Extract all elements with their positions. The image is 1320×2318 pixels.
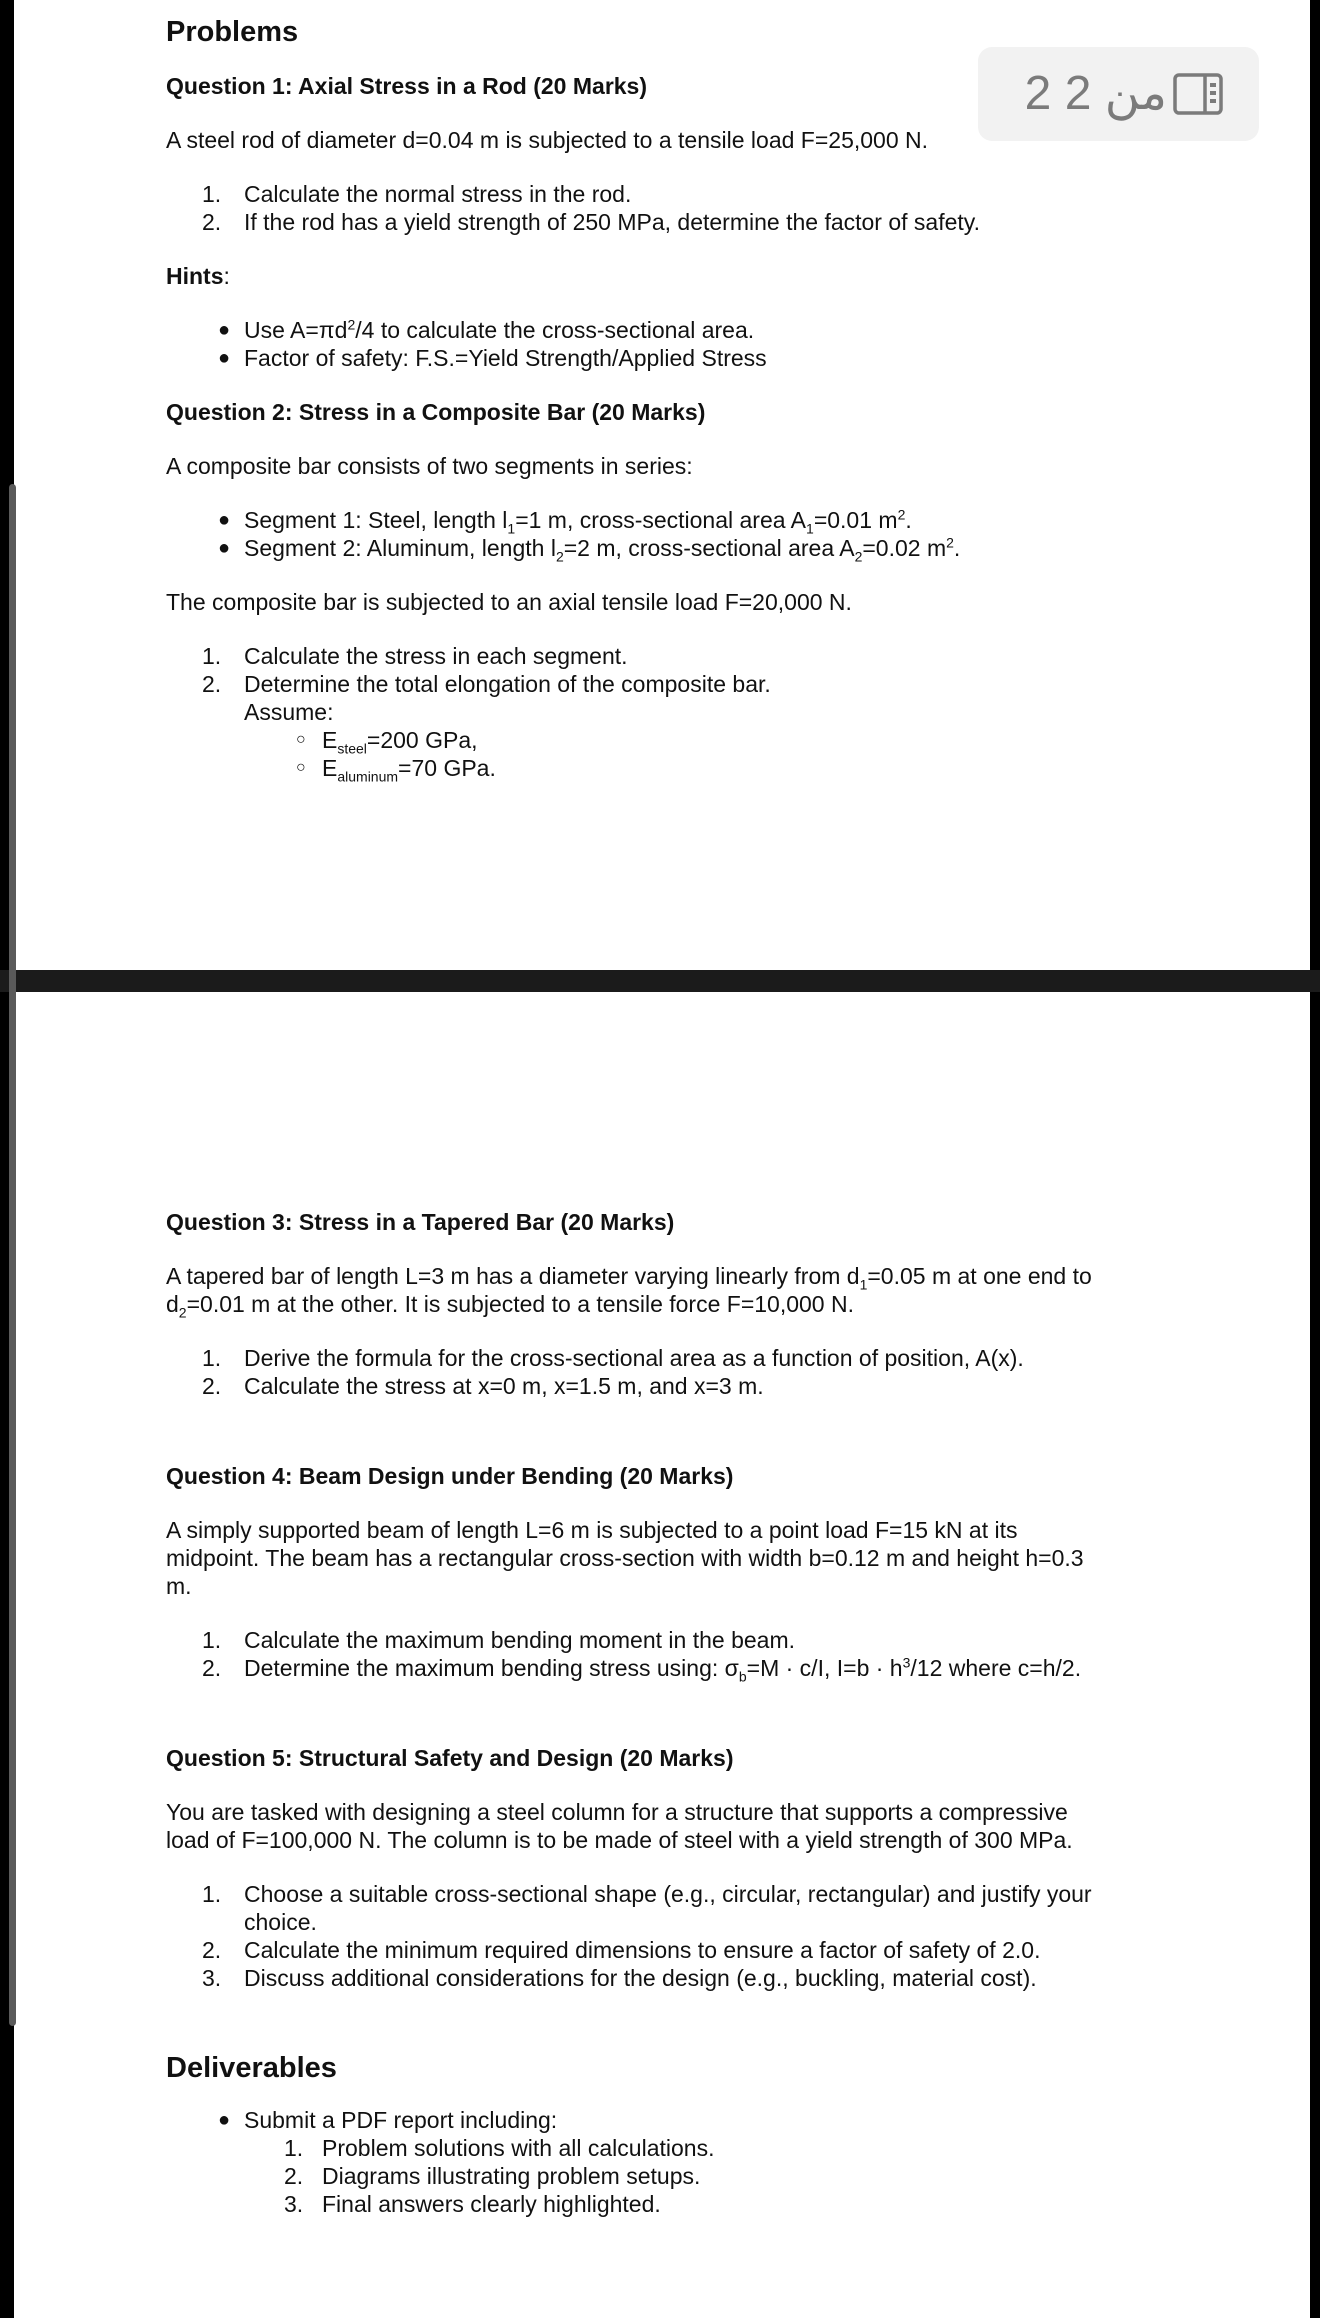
q4-intro: A simply supported beam of length L=6 m is subjected to a point load F=15 kN at its midpoint. The beam has a rectangular cross-section with width b=0.12 m and height h=0.3 m.: [166, 1517, 1084, 1599]
list-item: 1. Problem solutions with all calculations.: [284, 2135, 715, 2161]
list-item: ● Use $A=\pi d^2/4$ to calculate the cross-sectional area.: [218, 316, 755, 343]
q2-segments: [166, 506, 1176, 565]
q2-list: [166, 642, 1176, 785]
list-item: 3. Discuss additional considerations for the design (e.g., buckling, material cost).: [202, 1965, 1037, 1991]
list-item: 1. Calculate the stress in each segment.: [202, 643, 628, 669]
page-2-content: [166, 1208, 1176, 2218]
q2-title: Question 2: Stress in a Composite Bar (20 Marks): [166, 399, 706, 425]
q5-intro: You are tasked with designing a steel column for a structure that supports a compressive load of F=100,000 N. The column is to be made of steel with a yield strength of 300 MPa.: [166, 1799, 1073, 1853]
problems-heading: Problems: [166, 16, 299, 48]
list-item: ● Factor of safety: F.S.=Yield Strength/Applied Stress: [218, 345, 767, 371]
hints-list: [166, 316, 1176, 372]
document-page-2: [14, 992, 1310, 2318]
list-item: ○ $E_{aluminum}=70$ GPa.: [296, 755, 496, 785]
q5-list: [166, 1880, 1176, 1992]
list-item: 3. Final answers clearly highlighted.: [284, 2191, 661, 2217]
page-1-content: [166, 14, 1176, 785]
q4-title: Question 4: Beam Design under Bending (20 Marks): [166, 1463, 734, 1489]
q5-title: Question 5: Structural Safety and Design (20 Marks): [166, 1745, 734, 1771]
hints-label: Hints:: [166, 263, 230, 289]
list-item: 2. Calculate the stress at x=0 m, x=1.5 m, and x=3 m.: [202, 1373, 764, 1399]
q1-title: Question 1: Axial Stress in a Rod (20 Marks): [166, 73, 648, 99]
assume-label: Assume:: [244, 699, 334, 725]
list-item: 2. Determine the maximum bending stress using: $\sigma_b=M \cdot c/I$, $I=b \cdot h^3/12$ where c=h/2.: [202, 1654, 1082, 1685]
q1-list: [166, 180, 1176, 236]
q1-intro: A steel rod of diameter d=0.04 m is subjected to a tensile load F=25,000 N.: [166, 127, 929, 153]
deliverables-heading: Deliverables: [166, 2052, 337, 2084]
list-item: 1. Derive the formula for the cross-sectional area as a function of position, A(x).: [202, 1345, 1024, 1371]
page-indicator-text: 2 من 2: [1024, 67, 1167, 120]
q2-load: The composite bar is subjected to an axial tensile load F=20,000 N.: [166, 589, 852, 615]
list-item: 2. Diagrams illustrating problem setups.: [284, 2163, 701, 2189]
q3-title: Question 3: Stress in a Tapered Bar (20 Marks): [166, 1209, 675, 1235]
q2-intro: A composite bar consists of two segments in series:: [166, 453, 693, 479]
q3-intro: A tapered bar of length L=3 m has a diameter varying linearly from $d_1=0.05$ m at one end to $d_2=0.01$ m at the other. It is subjected to a tensile force F=10,000 N.: [166, 1263, 1092, 1321]
page-separator: [0, 970, 1320, 992]
list-item: 1. Calculate the maximum bending moment in the beam.: [202, 1627, 796, 1653]
list-item: ● Segment 1: Steel, length $l_1=1$ m, cross-sectional area $A_1=0.01$ $m^2$.: [218, 506, 912, 537]
side-panel-icon[interactable]: [1173, 73, 1223, 115]
document-page-1: [14, 0, 1310, 970]
q4-list: [166, 1626, 1176, 1685]
list-item: 2. If the rod has a yield strength of 250 MPa, determine the factor of safety.: [202, 209, 980, 235]
q3-list: [166, 1344, 1176, 1400]
list-item: 2. Determine the total elongation of the composite bar.: [202, 671, 771, 697]
list-item: ● Submit a PDF report including:: [218, 2107, 558, 2133]
list-item: 2. Calculate the minimum required dimensions to ensure a factor of safety of 2.0.: [202, 1937, 1041, 1963]
list-item: 1. Choose a suitable cross-sectional shape (e.g., circular, rectangular) and justify your choice.: [202, 1881, 1092, 1935]
list-item: ● Segment 2: Aluminum, length $l_2=2$ m, cross-sectional area $A_2=0.02$ $m^2$.: [218, 534, 961, 565]
deliverables-list: [166, 2106, 1176, 2218]
scrollbar-thumb[interactable]: [9, 484, 16, 2026]
list-item: 1. Calculate the normal stress in the rod.: [202, 181, 632, 207]
list-item: ○ $E_{steel}=200$ GPa,: [296, 727, 478, 757]
